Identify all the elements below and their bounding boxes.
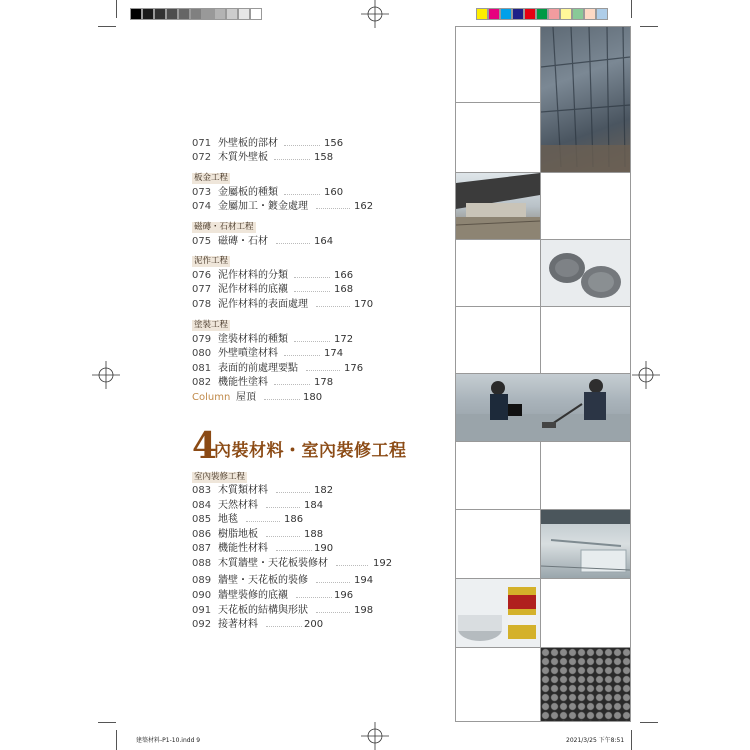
entry-title: 外壁噴塗材料 xyxy=(218,348,278,359)
entry-title: 地毯 xyxy=(218,514,238,525)
photo-grid xyxy=(455,26,631,722)
entry-page: 162 xyxy=(354,201,374,212)
grayscale-bar xyxy=(130,8,262,20)
adhesive-image xyxy=(456,579,540,647)
leader-dots xyxy=(266,626,302,627)
entry-title: 木質牆壁・天花板裝修材 xyxy=(218,558,328,569)
photo-perforated-panel xyxy=(541,648,630,721)
leader-dots xyxy=(316,582,350,583)
entry-number: 081 xyxy=(192,363,212,374)
entry-title: 天花板的結構與形狀 xyxy=(218,605,308,616)
color-bar xyxy=(476,8,608,20)
leader-dots xyxy=(276,550,312,551)
entry-title: 牆壁裝修的底襯 xyxy=(218,590,288,601)
leader-dots xyxy=(296,597,332,598)
footer-filename: 建築材料-P1-10.indd 9 xyxy=(136,737,201,744)
entry-number: 082 xyxy=(192,377,212,388)
column-label: Column xyxy=(192,392,231,403)
entry-title: 金屬板的種類 xyxy=(218,187,278,198)
entry-page: 192 xyxy=(373,558,393,569)
entry-number: 089 xyxy=(192,575,212,586)
section-heading: 泥作工程 xyxy=(194,256,229,266)
photo-metal-roof xyxy=(456,173,540,239)
leader-dots xyxy=(266,536,300,537)
entry-title: 表面的前處理要點 xyxy=(218,363,298,374)
entry-number: 071 xyxy=(192,138,212,149)
leader-dots xyxy=(294,291,330,292)
entry-page: 156 xyxy=(324,138,344,149)
crop-mark xyxy=(631,730,632,750)
chapter-number: 4 xyxy=(192,425,218,467)
grid-divider xyxy=(456,102,540,103)
leader-dots xyxy=(266,507,300,508)
entry-number: 087 xyxy=(192,543,212,554)
entry-title: 磁磚・石材 xyxy=(218,236,268,247)
leader-dots xyxy=(246,521,280,522)
grid-divider xyxy=(456,306,630,307)
entry-title: 金屬加工・鍍金處理 xyxy=(218,201,308,212)
photo-building-facade xyxy=(541,27,630,172)
entry-title: 機能性材料 xyxy=(218,543,268,554)
entry-title: 樹脂地板 xyxy=(218,529,258,540)
entry-number: 086 xyxy=(192,529,212,540)
leader-dots xyxy=(274,384,310,385)
entry-page: 196 xyxy=(334,590,354,601)
section-heading: 板金工程 xyxy=(194,173,229,183)
section-heading: 室內裝修工程 xyxy=(194,472,246,482)
crop-mark xyxy=(640,26,658,27)
crop-mark xyxy=(116,730,117,750)
entry-title: 機能性塗料 xyxy=(218,377,268,388)
leader-dots xyxy=(294,341,330,342)
leader-dots xyxy=(274,159,310,160)
entry-page: 182 xyxy=(314,485,334,496)
leader-dots xyxy=(306,370,340,371)
entry-page: 200 xyxy=(304,619,324,630)
crop-mark xyxy=(631,0,632,18)
crop-mark xyxy=(640,722,658,723)
entry-number: 080 xyxy=(192,348,212,359)
facade-image xyxy=(541,27,630,172)
entry-title: 泥作材料的分類 xyxy=(218,270,288,281)
entry-page: 176 xyxy=(344,363,364,374)
footer-timestamp: 2021/3/25 下午8:51 xyxy=(566,737,625,744)
grid-divider xyxy=(456,441,630,442)
entry-number: 075 xyxy=(192,236,212,247)
photo-steel-wool xyxy=(541,240,630,306)
entry-title: 泥作材料的底襯 xyxy=(218,284,288,295)
entry-title: 屋頂 xyxy=(236,392,256,403)
entry-number: 084 xyxy=(192,500,212,511)
leader-dots xyxy=(276,492,310,493)
entry-title: 塗裝材料的種類 xyxy=(218,334,288,345)
leader-dots xyxy=(316,208,350,209)
entry-number: 072 xyxy=(192,152,212,163)
leader-dots xyxy=(284,194,320,195)
entry-number: 088 xyxy=(192,558,212,569)
entry-number: 073 xyxy=(192,187,212,198)
entry-title: 天然材料 xyxy=(218,500,258,511)
entry-number: 090 xyxy=(192,590,212,601)
entry-number: 078 xyxy=(192,299,212,310)
entry-page: 168 xyxy=(334,284,354,295)
leader-dots xyxy=(264,399,300,400)
entry-page: 194 xyxy=(354,575,374,586)
entry-page: 170 xyxy=(354,299,374,310)
entry-title: 接著材料 xyxy=(218,619,258,630)
chapter-title: 內裝材料・室內裝修工程 xyxy=(214,441,407,461)
entry-number: 077 xyxy=(192,284,212,295)
leader-dots xyxy=(316,612,350,613)
entry-page: 188 xyxy=(304,529,324,540)
entry-number: 091 xyxy=(192,605,212,616)
entry-page: 186 xyxy=(284,514,304,525)
entry-title: 牆壁・天花板的裝修 xyxy=(218,575,308,586)
entry-page: 158 xyxy=(314,152,334,163)
registration-mark-icon xyxy=(92,361,120,389)
roof-image xyxy=(456,173,540,239)
entry-page: 172 xyxy=(334,334,354,345)
entry-page: 174 xyxy=(324,348,344,359)
entry-page: 160 xyxy=(324,187,344,198)
entry-page: 190 xyxy=(314,543,334,554)
entry-page: 198 xyxy=(354,605,374,616)
painting-image xyxy=(456,374,630,441)
leader-dots xyxy=(294,277,330,278)
section-heading: 磁磚・石材工程 xyxy=(194,222,254,232)
registration-mark-icon xyxy=(361,0,389,28)
photo-adhesive xyxy=(456,579,540,647)
entry-number: 085 xyxy=(192,514,212,525)
entry-title: 木質外壁板 xyxy=(218,152,268,163)
entry-page: 180 xyxy=(303,392,323,403)
steel-wool-image xyxy=(541,240,630,306)
entry-number: 083 xyxy=(192,485,212,496)
entry-number: 074 xyxy=(192,201,212,212)
entry-page: 166 xyxy=(334,270,354,281)
leader-dots xyxy=(276,243,310,244)
entry-title: 泥作材料的表面處理 xyxy=(218,299,308,310)
entry-number: 092 xyxy=(192,619,212,630)
registration-mark-icon xyxy=(361,722,389,750)
leader-dots xyxy=(284,355,320,356)
section-heading: 塗裝工程 xyxy=(194,320,229,330)
entry-page: 184 xyxy=(304,500,324,511)
crop-mark xyxy=(98,26,116,27)
photo-interior-finish xyxy=(541,510,630,578)
entry-number: 079 xyxy=(192,334,212,345)
entry-page: 164 xyxy=(314,236,334,247)
crop-mark xyxy=(98,722,116,723)
entry-title: 木質類材料 xyxy=(218,485,268,496)
photo-painting-work xyxy=(456,374,630,441)
entry-title: 外壁板的部材 xyxy=(218,138,278,149)
leader-dots xyxy=(336,565,368,566)
interior-image xyxy=(541,510,630,578)
registration-mark-icon xyxy=(632,361,660,389)
crop-mark xyxy=(116,0,117,18)
leader-dots xyxy=(284,145,320,146)
entry-page: 178 xyxy=(314,377,334,388)
leader-dots xyxy=(316,306,350,307)
entry-number: 076 xyxy=(192,270,212,281)
